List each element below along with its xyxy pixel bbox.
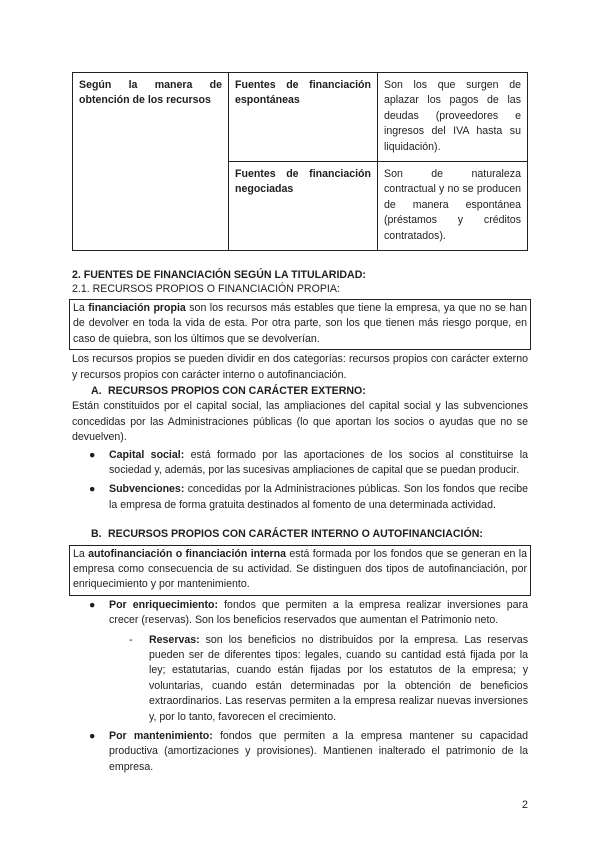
bullet-term: Subvenciones: bbox=[109, 483, 185, 496]
bullet-list-a bbox=[72, 448, 528, 514]
bullet-text: fondos que permiten a la empresa realizar inversiones para crecer (reservas). Son los beneficios reservados que aumentan el Patrimonio neto. bbox=[109, 598, 528, 627]
bullet-term: Por mantenimiento: bbox=[109, 730, 213, 743]
type-text: Fuentes de financiación negociadas bbox=[235, 168, 371, 196]
definition-box-propia bbox=[69, 299, 531, 350]
definition-text: La bbox=[73, 301, 89, 314]
type-text: Fuentes de financiación espontáneas bbox=[235, 79, 371, 107]
description-text: Son los que surgen de aplazar los pagos de las deudas (proveedores e ingresos del IVA hasta su liquidación). bbox=[384, 79, 521, 153]
bullet-text: fondos que permiten a la empresa mantener su capacidad productiva (amortizaciones y provisiones). Mantienen inalterado el patrimonio de la empresa. bbox=[109, 730, 528, 773]
page-number: 2 bbox=[521, 799, 528, 811]
dash-term: Reservas: bbox=[149, 633, 200, 646]
table-cell-description bbox=[378, 162, 528, 251]
bullet-list-b2 bbox=[72, 729, 528, 775]
dash-text: son los beneficios no distribuidos por la empresa. Las reservas pueden ser de diferentes tipos: legales, cuando su cantidad está fijada por la ley; estatutarias, cuando están fijadas por los estatutos de la empresa; y voluntarias, cuando están determinadas por la obtención de beneficios extraordinarios. Las reservas permiten a la empresa realizar nuevas inversiones y, por lo tanto, favorecen el crecimiento. bbox=[149, 633, 528, 723]
bullet-icon: ● bbox=[89, 483, 96, 496]
table-row bbox=[73, 73, 528, 162]
bullet-term: Capital social: bbox=[109, 448, 185, 461]
subsection-a-heading bbox=[72, 384, 528, 399]
definition-term: autofinanciación o financiación interna bbox=[88, 547, 287, 560]
list-letter: A. bbox=[91, 384, 102, 397]
table-cell-description bbox=[378, 73, 528, 162]
table-cell-type bbox=[229, 162, 378, 251]
definition-text: La bbox=[73, 547, 89, 560]
list-item bbox=[72, 598, 528, 629]
category-text: Según la manera de obtención de los recursos bbox=[79, 79, 222, 107]
description-text: Son de naturaleza contractual y no se producen de manera espontánea (préstamos y créditos contratados). bbox=[384, 168, 521, 242]
bullet-list-b bbox=[72, 598, 528, 629]
table-cell-category bbox=[73, 73, 229, 251]
list-item bbox=[72, 729, 528, 775]
intro-paragraph: Los recursos propios se pueden dividir en dos categorías: recursos propios con carácter externo y recursos propios con carácter interno o autofinanciación. bbox=[72, 353, 528, 381]
subsection-title: RECURSOS PROPIOS CON CARÁCTER INTERNO O AUTOFINANCIACIÓN: bbox=[108, 528, 483, 541]
subsection-heading: 2.1. RECURSOS PROPIOS O FINANCIACIÓN PROPIA: bbox=[72, 283, 340, 296]
dash-icon: - bbox=[129, 633, 133, 646]
bullet-term: Por enriquecimiento: bbox=[109, 598, 219, 611]
dash-list bbox=[72, 633, 528, 725]
bullet-icon: ● bbox=[89, 448, 96, 461]
bullet-text: concedidas por la Administraciones públicas. Son los fondos que recibe la empresa de forma gratuita destinados al fomento de una determinada actividad. bbox=[109, 483, 528, 511]
section-a-paragraph: Están constituidos por el capital social, las ampliaciones del capital social y las subvenciones concedidas por las Administraciones públicas (lo que aportan los socios o ayudas que no se devuelven). bbox=[72, 400, 528, 444]
subsection-b-heading bbox=[72, 527, 528, 542]
bullet-icon: ● bbox=[89, 730, 96, 743]
list-letter: B. bbox=[91, 528, 102, 541]
bullet-text: está formado por las aportaciones de los socios al constituirse la sociedad y, además, por las sucesivas ampliaciones de capital que se puedan producir. bbox=[109, 448, 529, 476]
page-content bbox=[72, 72, 528, 779]
definition-term: financiación propia bbox=[88, 301, 186, 314]
definition-text: son los recursos más estables que tiene la empresa, ya que no se han de devolver en toda la vida de esta. Por otra parte, son los que tienen más riesgo porque, en caso de quiebra, son los últimos que se devolverían. bbox=[73, 301, 528, 345]
list-item bbox=[72, 482, 528, 513]
list-item bbox=[72, 633, 528, 725]
bullet-icon: ● bbox=[89, 598, 96, 611]
table-cell-type bbox=[229, 73, 378, 162]
section-heading: 2. FUENTES DE FINANCIACIÓN SEGÚN LA TITULARIDAD: bbox=[72, 269, 366, 282]
definition-text: está formada por los fondos que se generan en la empresa como consecuencia de su actividad. Se distinguen dos tipos de autofinanciación, por enriquecimiento y por mantenimiento. bbox=[73, 547, 527, 591]
definition-box-autofinanciacion bbox=[69, 545, 531, 596]
list-item bbox=[72, 448, 528, 479]
financing-table bbox=[72, 72, 528, 251]
subsection-title: RECURSOS PROPIOS CON CARÁCTER EXTERNO: bbox=[108, 384, 366, 397]
